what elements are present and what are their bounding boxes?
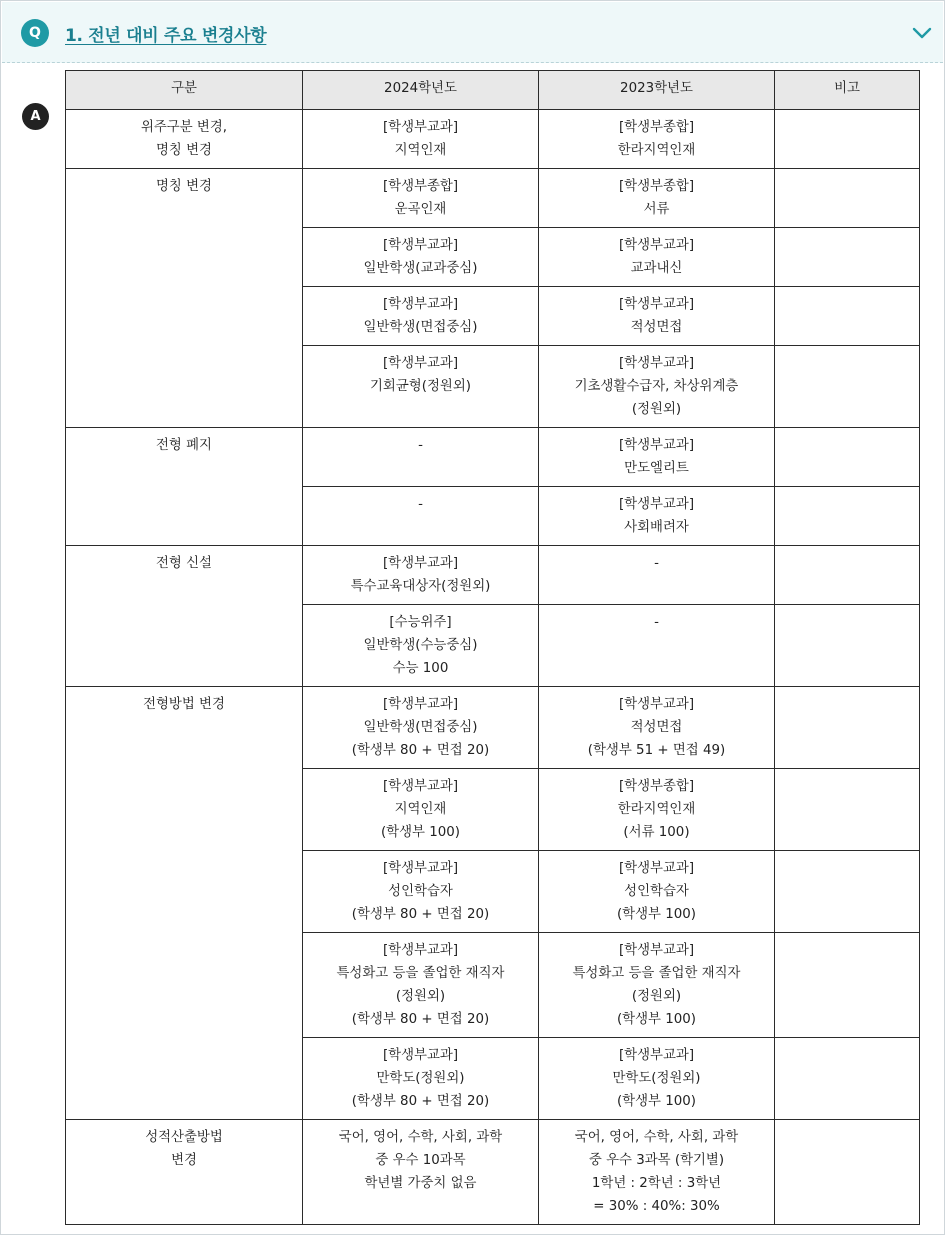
cell-2023 bbox=[539, 169, 775, 228]
cell-2024-line: [학생부교과] bbox=[382, 556, 459, 571]
cell-2023-line: (정원외) bbox=[631, 989, 682, 1004]
note-cell bbox=[775, 169, 920, 228]
answer-badge: A bbox=[22, 103, 49, 130]
cell-2024-line: - bbox=[418, 438, 423, 453]
note-cell bbox=[775, 687, 920, 769]
cell-2023-line: [학생부교과] bbox=[618, 861, 695, 876]
cell-2024 bbox=[303, 1120, 539, 1225]
cell-2024-line: 만학도(정원외) bbox=[376, 1071, 465, 1086]
note-cell bbox=[775, 287, 920, 346]
cell-2024-line: 특성화고 등을 졸업한 재직자 bbox=[336, 966, 505, 981]
cell-2023-line: [학생부종합] bbox=[618, 120, 695, 135]
cell-2023-line: [학생부교과] bbox=[618, 297, 695, 312]
note-cell bbox=[775, 346, 920, 428]
cell-2023 bbox=[539, 428, 775, 487]
note-cell bbox=[775, 428, 920, 487]
cell-2023-line: 한라지역인재 bbox=[617, 802, 696, 817]
cell-2023 bbox=[539, 228, 775, 287]
cell-2024 bbox=[303, 428, 539, 487]
cell-2024-line: - bbox=[418, 497, 423, 512]
note-cell bbox=[775, 487, 920, 546]
cell-2023-line: 중 우수 3과목 (학기별) bbox=[588, 1153, 725, 1168]
cell-2024-line: (학생부 80 + 면접 20) bbox=[351, 907, 490, 922]
cell-2023 bbox=[539, 933, 775, 1038]
cell-2023-line: 한라지역인재 bbox=[617, 143, 696, 158]
cell-2023-line: = 30% : 40%: 30% bbox=[593, 1199, 720, 1214]
note-cell bbox=[775, 228, 920, 287]
cell-2023 bbox=[539, 1038, 775, 1120]
note-cell bbox=[775, 851, 920, 933]
cell-2023-line: [학생부교과] bbox=[618, 356, 695, 371]
cell-2023-line: 적성면접 bbox=[630, 720, 683, 735]
cell-2024 bbox=[303, 110, 539, 169]
cell-2024-line: 일반학생(수능중심) bbox=[363, 638, 478, 653]
cell-2024-line: 일반학생(면접중심) bbox=[363, 720, 478, 735]
cell-2024-line: (학생부 80 + 면접 20) bbox=[351, 1012, 490, 1027]
cell-2024-line: [학생부교과] bbox=[382, 697, 459, 712]
category-cell bbox=[66, 687, 303, 1120]
cell-2023-line: [학생부종합] bbox=[618, 779, 695, 794]
cell-2023 bbox=[539, 1120, 775, 1225]
cell-2023-line: [학생부교과] bbox=[618, 238, 695, 253]
note-cell bbox=[775, 1120, 920, 1225]
cell-2024-line: [학생부교과] bbox=[382, 120, 459, 135]
changes-table bbox=[65, 70, 920, 1225]
cell-2024-line: [학생부교과] bbox=[382, 297, 459, 312]
header-note: 비고 bbox=[775, 71, 920, 110]
cell-2023-line: (학생부 100) bbox=[616, 1012, 697, 1027]
category-cell-line: 명칭 변경 bbox=[156, 143, 212, 158]
cell-2023-line: (학생부 100) bbox=[616, 1094, 697, 1109]
cell-2024 bbox=[303, 851, 539, 933]
cell-2024 bbox=[303, 346, 539, 428]
cell-2024 bbox=[303, 687, 539, 769]
cell-2024-line: 성인학습자 bbox=[388, 884, 453, 899]
cell-2023-line: (학생부 51 + 면접 49) bbox=[587, 743, 726, 758]
header-2024: 2024학년도 bbox=[303, 71, 539, 110]
table-row bbox=[66, 428, 920, 487]
note-cell bbox=[775, 1038, 920, 1120]
note-cell bbox=[775, 933, 920, 1038]
cell-2023-line: [학생부교과] bbox=[618, 1048, 695, 1063]
category-cell-line: 변경 bbox=[171, 1153, 197, 1168]
cell-2023 bbox=[539, 687, 775, 769]
cell-2023-line: - bbox=[654, 615, 659, 630]
cell-2024-line: 특수교육대상자(정원외) bbox=[350, 579, 491, 594]
cell-2023-line: 기초생활수급자, 차상위계층 bbox=[574, 379, 739, 394]
cell-2024-line: [수능위주] bbox=[389, 615, 452, 630]
category-cell bbox=[66, 1120, 303, 1225]
chevron-down-icon[interactable] bbox=[911, 24, 933, 42]
cell-2024-line: 지역인재 bbox=[394, 802, 447, 817]
note-cell bbox=[775, 769, 920, 851]
cell-2024-line: [학생부교과] bbox=[382, 943, 459, 958]
cell-2024 bbox=[303, 546, 539, 605]
cell-2024-line: 국어, 영어, 수학, 사회, 과학 bbox=[338, 1130, 503, 1145]
question-header[interactable] bbox=[2, 2, 943, 63]
table-header-row bbox=[66, 71, 920, 110]
cell-2023-line: - bbox=[654, 556, 659, 571]
cell-2024-line: 학년별 가중치 없음 bbox=[364, 1176, 477, 1191]
cell-2023-line: 적성면접 bbox=[630, 320, 683, 335]
note-cell bbox=[775, 546, 920, 605]
cell-2024-line: 지역인재 bbox=[394, 143, 447, 158]
table-row bbox=[66, 110, 920, 169]
cell-2023-line: 교과내신 bbox=[630, 261, 683, 276]
cell-2024-line: [학생부교과] bbox=[382, 1048, 459, 1063]
cell-2024 bbox=[303, 769, 539, 851]
table-row bbox=[66, 687, 920, 769]
category-cell-line: 명칭 변경 bbox=[156, 179, 212, 194]
cell-2024 bbox=[303, 487, 539, 546]
cell-2024-line: [학생부교과] bbox=[382, 238, 459, 253]
cell-2023-line: (정원외) bbox=[631, 402, 682, 417]
category-cell bbox=[66, 546, 303, 687]
cell-2024-line: [학생부교과] bbox=[382, 356, 459, 371]
cell-2023-line: [학생부교과] bbox=[618, 697, 695, 712]
cell-2024-line: 일반학생(면접중심) bbox=[363, 320, 478, 335]
cell-2023-line: [학생부교과] bbox=[618, 943, 695, 958]
category-cell bbox=[66, 169, 303, 428]
question-title[interactable]: 1. 전년 대비 주요 변경사항 bbox=[65, 26, 267, 46]
cell-2024-line: (학생부 100) bbox=[380, 825, 461, 840]
cell-2023-line: [학생부종합] bbox=[618, 179, 695, 194]
cell-2024-line: 중 우수 10과목 bbox=[375, 1153, 466, 1168]
cell-2023-line: 국어, 영어, 수학, 사회, 과학 bbox=[574, 1130, 739, 1145]
cell-2023-line: 특성화고 등을 졸업한 재직자 bbox=[572, 966, 741, 981]
cell-2024 bbox=[303, 1038, 539, 1120]
header-category: 구분 bbox=[66, 71, 303, 110]
cell-2024 bbox=[303, 605, 539, 687]
category-cell-line: 전형 폐지 bbox=[156, 438, 212, 453]
cell-2023 bbox=[539, 110, 775, 169]
category-cell-line: 위주구분 변경, bbox=[140, 120, 228, 135]
cell-2024 bbox=[303, 228, 539, 287]
cell-2024-line: [학생부종합] bbox=[382, 179, 459, 194]
category-cell bbox=[66, 110, 303, 169]
category-cell bbox=[66, 428, 303, 546]
table-row bbox=[66, 1120, 920, 1225]
cell-2023-line: [학생부교과] bbox=[618, 438, 695, 453]
cell-2023-line: (학생부 100) bbox=[616, 907, 697, 922]
cell-2024 bbox=[303, 169, 539, 228]
cell-2024 bbox=[303, 287, 539, 346]
cell-2024-line: (학생부 80 + 면접 20) bbox=[351, 743, 490, 758]
cell-2024-line: 운곡인재 bbox=[394, 202, 447, 217]
cell-2023-line: [학생부교과] bbox=[618, 497, 695, 512]
table-body bbox=[66, 110, 920, 1225]
cell-2023 bbox=[539, 487, 775, 546]
cell-2023 bbox=[539, 769, 775, 851]
table-row bbox=[66, 169, 920, 228]
note-cell bbox=[775, 110, 920, 169]
cell-2024-line: [학생부교과] bbox=[382, 861, 459, 876]
cell-2024-line: 기회균형(정원외) bbox=[370, 379, 471, 394]
cell-2023-line: 서류 bbox=[643, 202, 670, 217]
header-2023: 2023학년도 bbox=[539, 71, 775, 110]
question-badge: Q bbox=[21, 19, 49, 47]
cell-2023-line: 사회배려자 bbox=[624, 520, 689, 535]
category-cell-line: 성적산출방법 bbox=[145, 1130, 223, 1145]
cell-2023 bbox=[539, 546, 775, 605]
table-row bbox=[66, 546, 920, 605]
cell-2023 bbox=[539, 346, 775, 428]
cell-2024-line: [학생부교과] bbox=[382, 779, 459, 794]
cell-2023 bbox=[539, 605, 775, 687]
note-cell bbox=[775, 605, 920, 687]
cell-2024 bbox=[303, 933, 539, 1038]
cell-2024-line: (정원외) bbox=[395, 989, 446, 1004]
cell-2024-line: 수능 100 bbox=[392, 661, 449, 676]
cell-2023-line: 1학년 : 2학년 : 3학년 bbox=[591, 1176, 722, 1191]
cell-2024-line: 일반학생(교과중심) bbox=[363, 261, 478, 276]
cell-2023-line: 만도엘리트 bbox=[624, 461, 689, 476]
cell-2024-line: (학생부 80 + 면접 20) bbox=[351, 1094, 490, 1109]
cell-2023 bbox=[539, 851, 775, 933]
cell-2023 bbox=[539, 287, 775, 346]
cell-2023-line: 만학도(정원외) bbox=[612, 1071, 701, 1086]
category-cell-line: 전형 신설 bbox=[156, 556, 212, 571]
cell-2023-line: (서류 100) bbox=[623, 825, 690, 840]
category-cell-line: 전형방법 변경 bbox=[143, 697, 225, 712]
cell-2023-line: 성인학습자 bbox=[624, 884, 689, 899]
